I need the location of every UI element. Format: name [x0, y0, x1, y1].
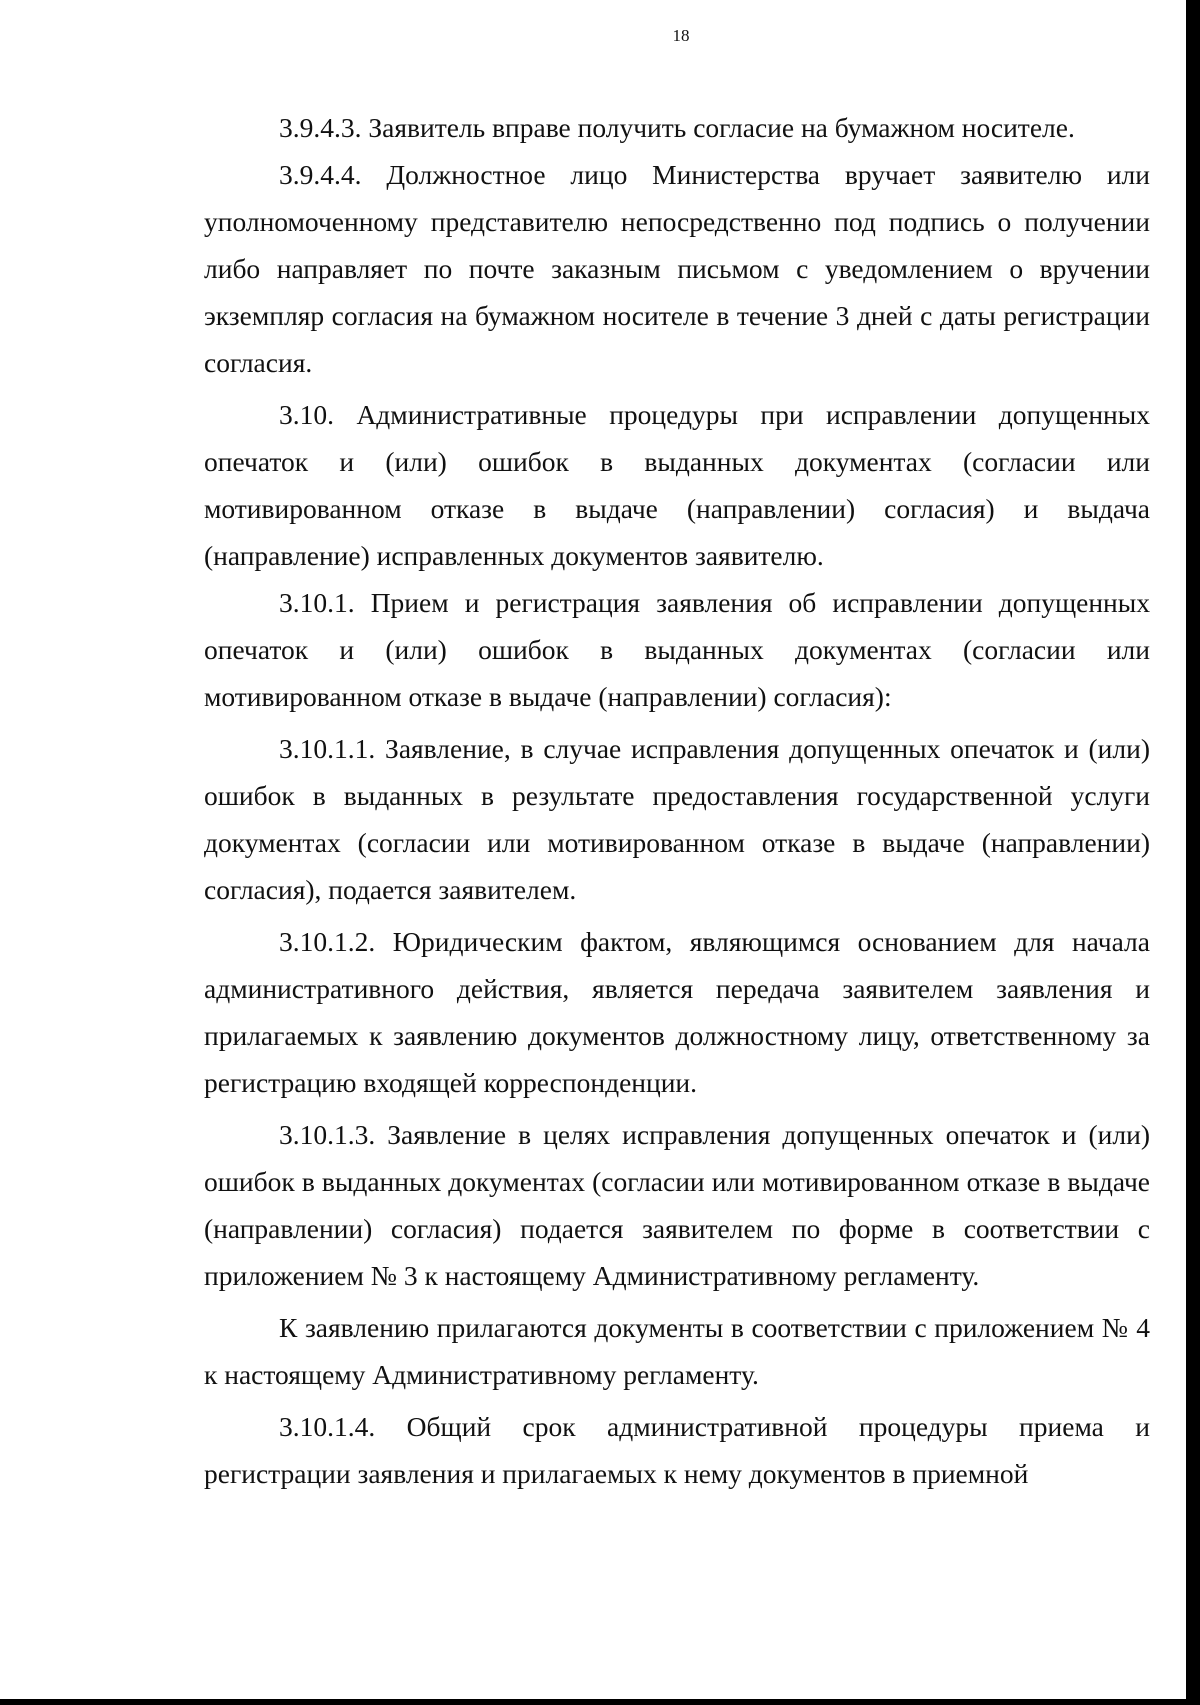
paragraph-attachments: К заявлению прилагаются документы в соответствии с приложением № 4 к настоящему Административному регламенту. — [204, 1312, 1150, 1390]
paragraph-3-9-4-4: 3.9.4.4. Должностное лицо Министерства вручает заявителю или уполномоченному представителю непосредственно под подпись о получении либо направляет по почте заказным письмом с уведомлением о вручении экземпляр согласия на бумажном носителе в течение 3 дней с даты регистрации согласия. — [204, 159, 1150, 378]
paragraph-3-10-1-3: 3.10.1.3. Заявление в целях исправления допущенных опечаток и (или) ошибок в выданных документах (согласии или мотивированном отказе в выдаче (направлении) согласия) подается заявителем по форме в соответствии с приложением № 3 к настоящему Административному регламенту. — [204, 1119, 1150, 1291]
document-body — [204, 104, 1150, 1497]
paragraph-3-9-4-3: 3.9.4.3. Заявитель вправе получить согласие на бумажном носителе. — [279, 112, 1075, 143]
paragraph-3-10-1-4: 3.10.1.4. Общий срок административной процедуры приема и регистрации заявления и прилагаемых к нему документов в приемной — [204, 1411, 1150, 1489]
scan-edge-bottom — [0, 1699, 1200, 1705]
page-number: 18 — [672, 26, 690, 45]
paragraph-3-10: 3.10. Административные процедуры при исправлении допущенных опечаток и (или) ошибок в выданных документах (согласии или мотивированном отказе в выдаче (направлении) согласия) и выдача (направление) исправленных документов заявителю. — [204, 399, 1150, 571]
scan-edge-right — [1186, 0, 1200, 1705]
paragraph-3-10-1-2: 3.10.1.2. Юридическим фактом, являющимся основанием для начала административного действия, является передача заявителем заявления и прилагаемых к заявлению документов должностному лицу, ответственному за регистрацию входящей корреспонденции. — [204, 926, 1150, 1098]
paragraph-3-10-1: 3.10.1. Прием и регистрация заявления об исправлении допущенных опечаток и (или) ошибок в выданных документах (согласии или мотивированном отказе в выдаче (направлении) согласия): — [204, 587, 1150, 712]
paragraph-3-10-1-1: 3.10.1.1. Заявление, в случае исправления допущенных опечаток и (или) ошибок в выданных в результате предоставления государственной услуги документах (согласии или мотивированном отказе в выдаче (направлении) согласия), подается заявителем. — [204, 733, 1150, 905]
